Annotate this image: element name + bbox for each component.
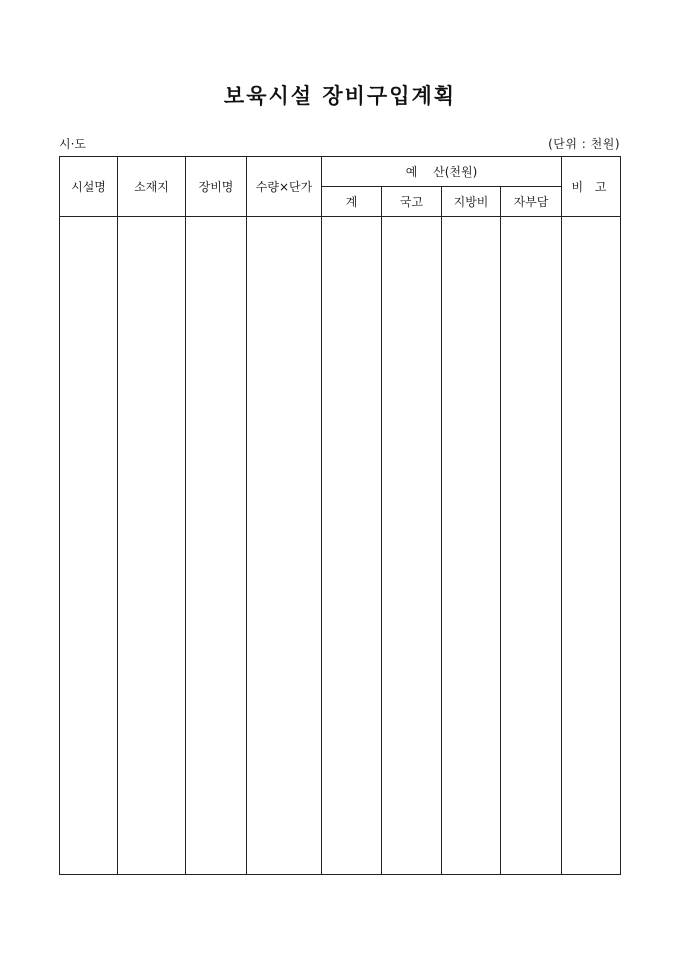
cell-quantity-unit-price[interactable] (247, 217, 322, 875)
header-quantity-unit-price: 수량×단가 (247, 157, 322, 217)
header-facility-name: 시설명 (60, 157, 118, 217)
table-body-row (60, 217, 621, 875)
cell-equipment-name[interactable] (186, 217, 247, 875)
cell-remarks[interactable] (562, 217, 621, 875)
header-local-fund: 지방비 (442, 187, 501, 217)
equipment-plan-table (59, 156, 621, 875)
cell-local-fund[interactable] (442, 217, 501, 875)
document-title: 보육시설 장비구입계획 (223, 83, 457, 108)
cell-budget-total[interactable] (322, 217, 382, 875)
header-budget-group: 예 산(천원) (322, 157, 562, 187)
header-remarks: 비 고 (562, 157, 621, 217)
cell-facility-name[interactable] (60, 217, 118, 875)
region-label: 시·도 (59, 137, 86, 151)
cell-national-fund[interactable] (382, 217, 442, 875)
cell-self-pay[interactable] (501, 217, 562, 875)
cell-location[interactable] (118, 217, 186, 875)
header-equipment-name: 장비명 (186, 157, 247, 217)
header-budget-total: 계 (322, 187, 382, 217)
header-national-fund: 국고 (382, 187, 442, 217)
header-row-top (60, 157, 621, 187)
header-self-pay: 자부담 (501, 187, 562, 217)
unit-note: (단위 : 천원) (548, 137, 620, 151)
header-location: 소재지 (118, 157, 186, 217)
